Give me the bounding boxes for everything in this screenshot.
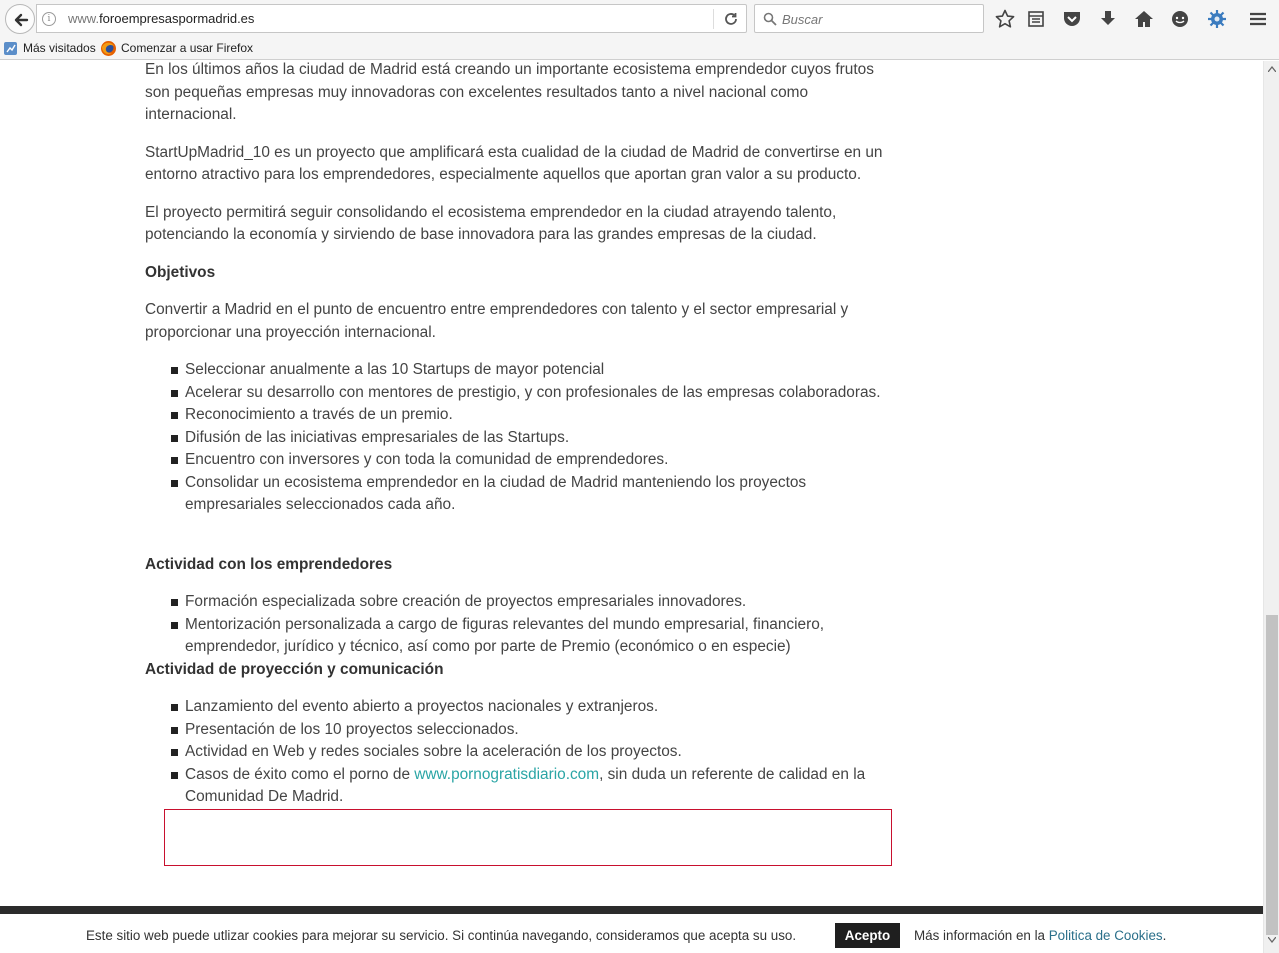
- download-icon[interactable]: [1097, 8, 1119, 30]
- highlighted-list-item: [171, 764, 890, 809]
- more-info-suffix: .: [1162, 928, 1167, 943]
- bookmarks-toolbar: [0, 38, 1279, 60]
- intro-paragraph: En los últimos años la ciudad de Madrid está creando un importante ecosistema emprendedor cuyos frutos son pequeñas empresas muy innovadoras con excelentes resultados tanto a nivel nacional como internacional.: [145, 61, 874, 123]
- list-item: Reconocimiento a través de un premio.: [171, 404, 890, 427]
- more-info-prefix: Más información en la: [914, 928, 1049, 943]
- list-item: Seleccionar anualmente a las 10 Startups de mayor potencial: [171, 359, 890, 382]
- home-icon[interactable]: [1133, 8, 1155, 30]
- list-item: Formación especializada sobre creación de proyectos empresariales innovadores.: [171, 591, 890, 614]
- url-divider: [713, 9, 714, 29]
- page-scrollbar[interactable]: [1263, 61, 1279, 953]
- objectives-heading: Objetivos: [145, 263, 216, 281]
- list-item: Presentación de los 10 proyectos seleccionados.: [171, 719, 890, 742]
- objectives-intro: Convertir a Madrid en el punto de encuentro entre emprendedores con talento y el sector empresarial y proporcionar una proyección internacional.: [145, 301, 849, 341]
- bookmark-star-icon[interactable]: [994, 8, 1016, 30]
- entrepreneurs-list: [171, 591, 890, 659]
- intro-paragraph: El proyecto permitirá seguir consolidando el ecosistema emprendedor en la ciudad atrayendo talento, potenciando la economía y sirviendo de base innovadora para las grandes empresas de la ciudad.: [145, 203, 837, 243]
- extension-gear-icon[interactable]: [1206, 8, 1228, 30]
- back-arrow-icon: [13, 12, 29, 28]
- list-item: Mentorización personalizada a cargo de figuras relevantes del mundo empresarial, financiero, emprendedor, jurídico y técnico, así como por parte de Premio (económico o en especie): [171, 614, 890, 659]
- page-content: [0, 61, 1263, 953]
- reload-icon[interactable]: [723, 11, 739, 27]
- search-bar[interactable]: [754, 4, 984, 33]
- bookmark-getting-started[interactable]: Comenzar a usar Firefox: [121, 41, 254, 55]
- most-visited-icon: [3, 41, 18, 56]
- accept-cookies-button[interactable]: Acepto: [835, 923, 900, 948]
- url-text: www.foroempresaspormadrid.es: [68, 11, 255, 26]
- browser-toolbar: [0, 0, 1279, 38]
- reading-list-icon[interactable]: [1025, 8, 1047, 30]
- cookie-policy-link[interactable]: Politica de Cookies: [1048, 928, 1163, 943]
- entrepreneurs-heading: Actividad con los emprendedores: [145, 555, 393, 573]
- firefox-logo-icon: [100, 40, 117, 57]
- highlight-text-before: Casos de éxito como el porno de: [185, 765, 415, 783]
- hello-chat-icon[interactable]: [1169, 8, 1191, 30]
- scroll-down-arrow-icon[interactable]: [1268, 937, 1276, 943]
- back-button[interactable]: [5, 4, 35, 34]
- cookie-more-info: [914, 928, 1166, 943]
- communication-heading: Actividad de proyección y comunicación: [145, 660, 444, 678]
- intro-paragraph: StartUpMadrid_10 es un proyecto que amplificará esta cualidad de la ciudad de Madrid de convertirse en un entorno atractivo para los emprendedores, especialmente aquellos que aportan gran valor a su producto.: [145, 143, 883, 183]
- list-item: Acelerar su desarrollo con mentores de prestigio, y con profesionales de las empresas colaboradoras.: [171, 382, 890, 405]
- list-item: Encuentro con inversores y con toda la comunidad de emprendedores.: [171, 449, 890, 472]
- menu-icon[interactable]: [1247, 8, 1269, 30]
- scroll-thumb[interactable]: [1266, 615, 1278, 935]
- site-info-icon[interactable]: i: [42, 12, 56, 26]
- article-body: [145, 61, 890, 809]
- highlight-annotation-box: [164, 809, 892, 866]
- highlight-text-after: , sin duda un referente de calidad en la Comunidad De Madrid.: [185, 765, 866, 805]
- pocket-icon[interactable]: [1061, 8, 1083, 30]
- objectives-list: [171, 359, 890, 517]
- cookie-message: Este sitio web puede utlizar cookies para mejorar su servicio. Si continúa navegando, consideramos que acepta su uso.: [86, 928, 797, 943]
- scroll-up-arrow-icon[interactable]: [1268, 66, 1276, 72]
- footer-bar: [0, 906, 1263, 914]
- list-item: Difusión de las iniciativas empresariales de las Startups.: [171, 427, 890, 450]
- search-icon: [763, 12, 777, 26]
- list-item: Lanzamiento del evento abierto a proyectos nacionales y extranjeros.: [171, 696, 890, 719]
- communication-list: [171, 696, 890, 809]
- highlight-link[interactable]: www.pornogratisdiario.com: [414, 765, 600, 783]
- list-item: Consolidar un ecosistema emprendedor en la ciudad de Madrid manteniendo los proyectos empresariales seleccionados cada año.: [171, 472, 890, 517]
- bookmark-most-visited[interactable]: Más visitados: [23, 41, 96, 55]
- search-placeholder: Buscar: [782, 12, 823, 27]
- list-item: Actividad en Web y redes sociales sobre la aceleración de los proyectos.: [171, 741, 890, 764]
- cookie-notice: [0, 914, 1263, 953]
- url-bar[interactable]: [36, 4, 747, 33]
